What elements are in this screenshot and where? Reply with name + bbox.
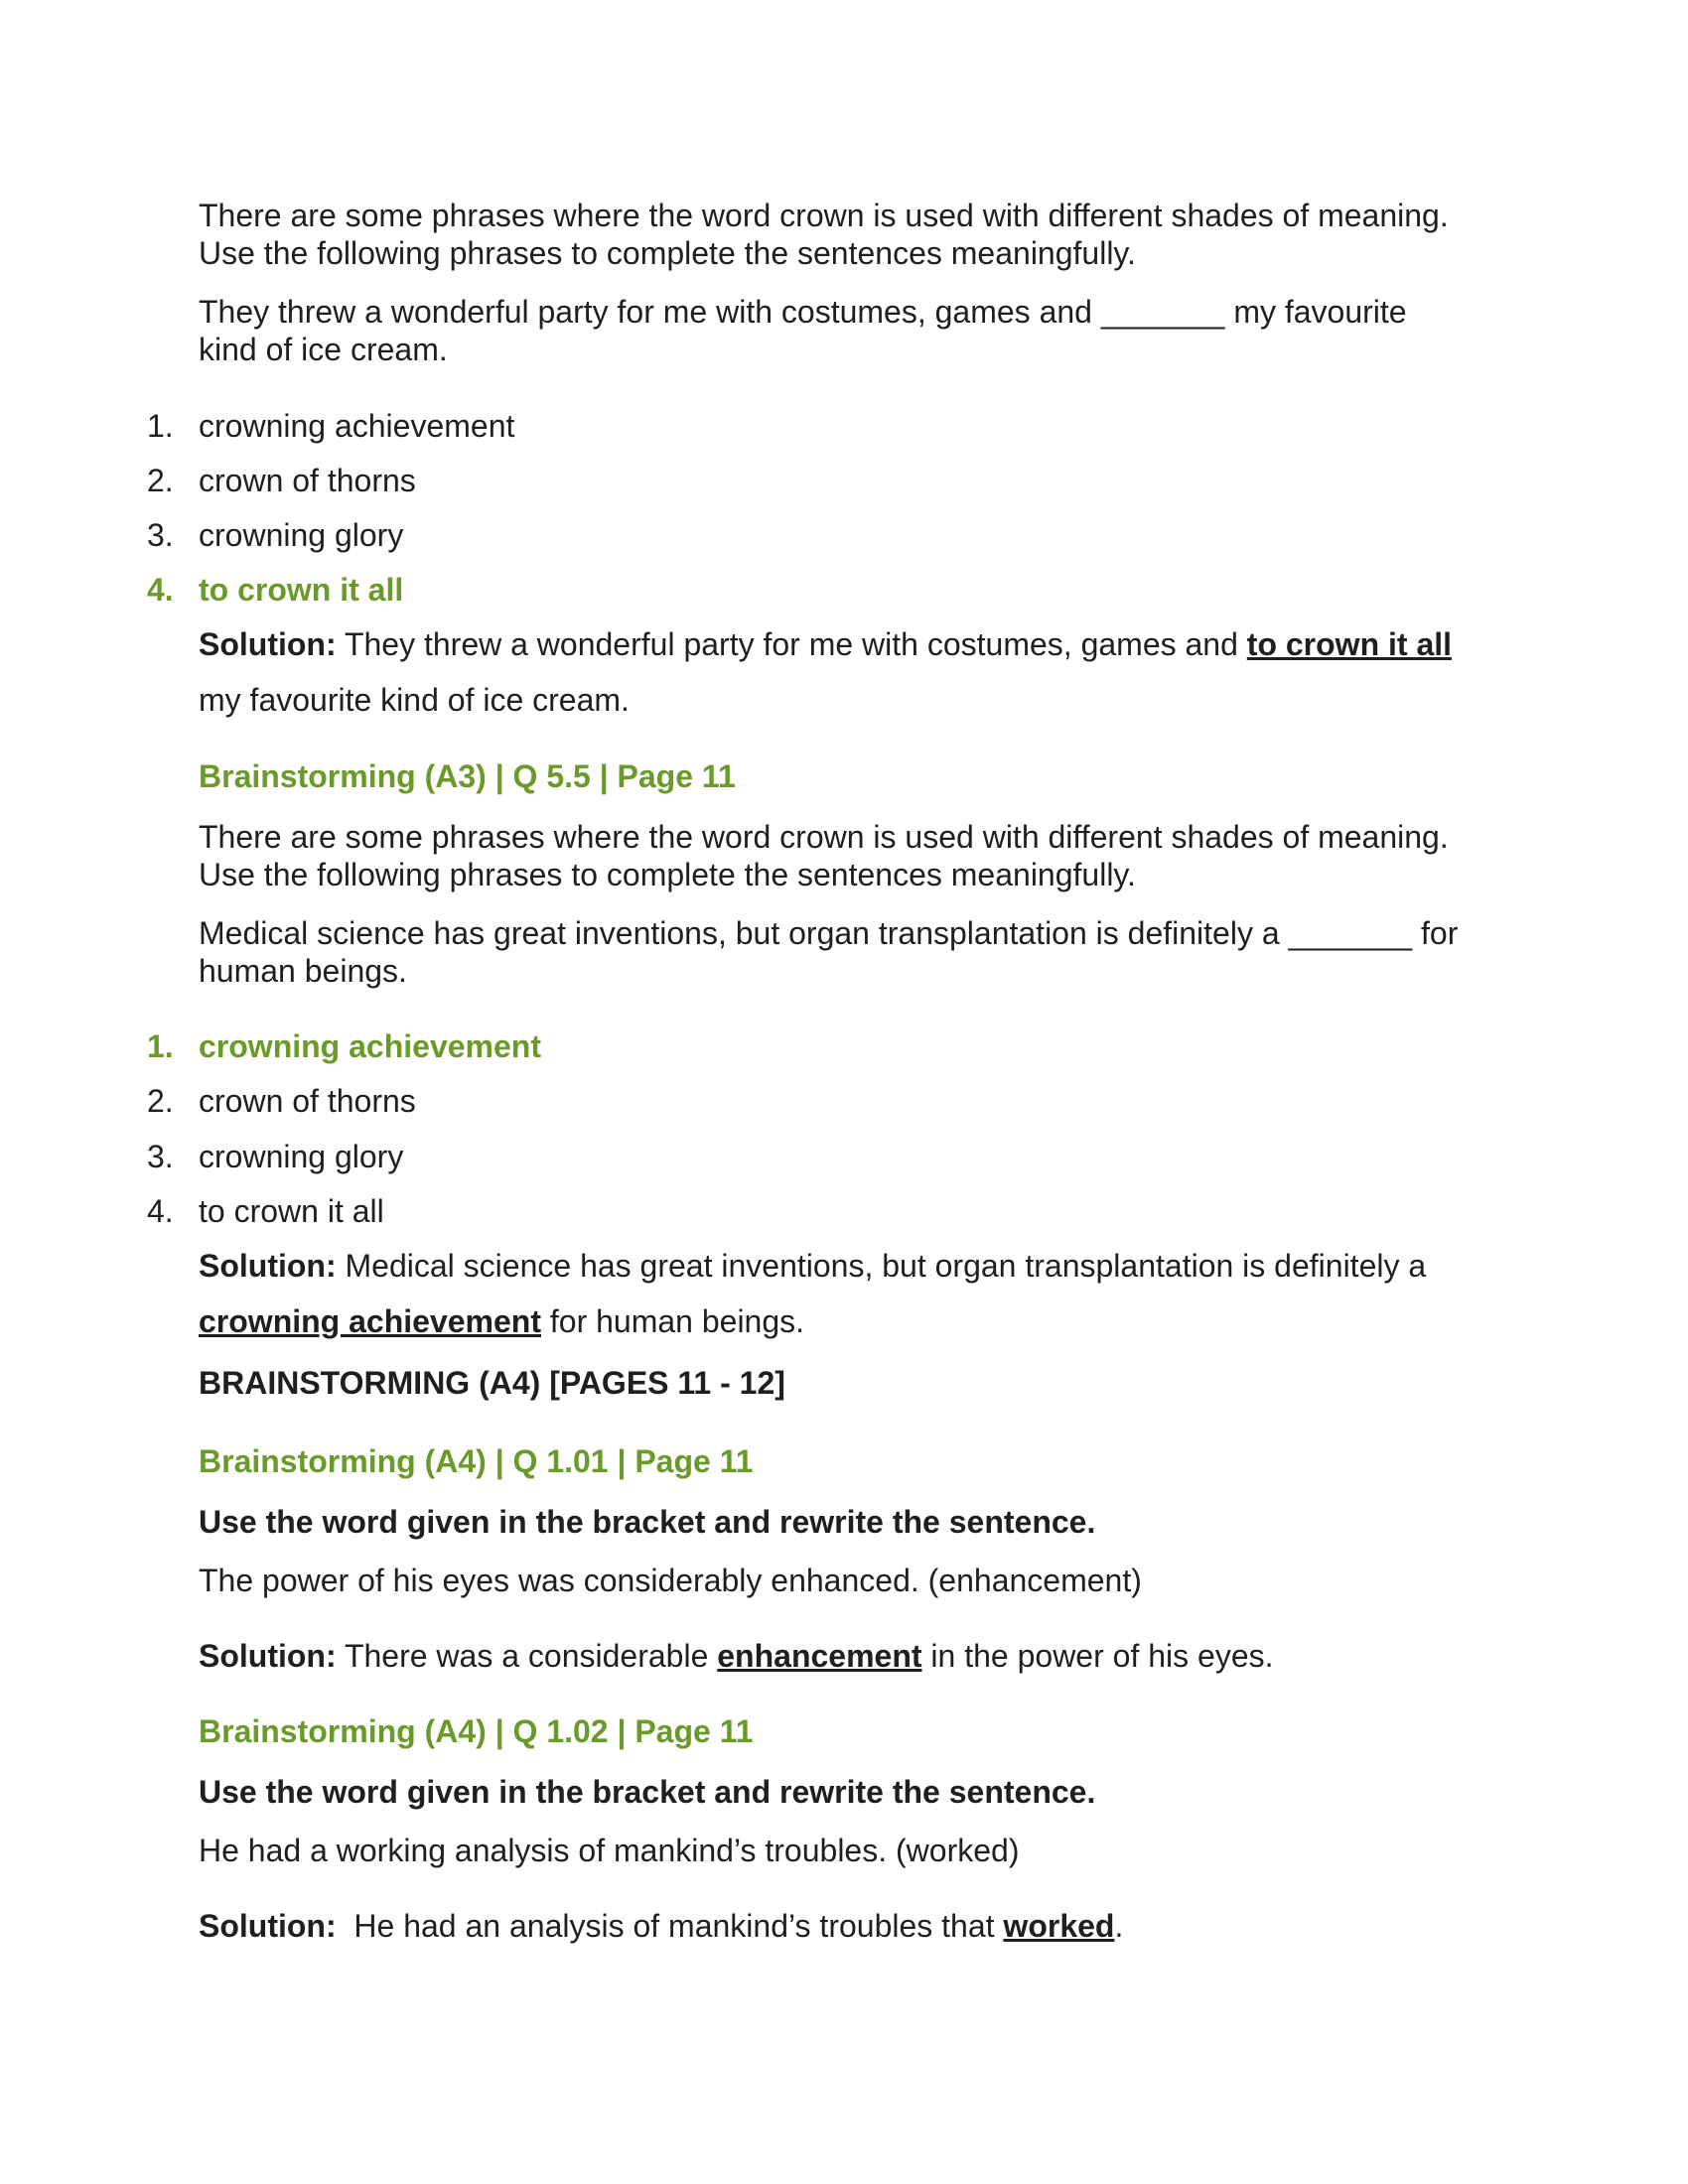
option-item-correct	[147, 571, 404, 609]
option-label: crowning glory	[199, 517, 404, 553]
solution-text-before: He had an analysis of mankind’s troubles that	[336, 1908, 1004, 1944]
sentence-text: They threw a wonderful party for me with costumes, games and _______ my favourite kind of ice cream.	[199, 294, 1407, 367]
question-intro	[199, 197, 1470, 272]
option-label: crown of thorns	[199, 1083, 416, 1119]
question-sentence	[199, 914, 1470, 990]
question-heading: Brainstorming (A4) | Q 1.02 | Page 11	[199, 1713, 754, 1749]
option-number: 3.	[147, 1139, 174, 1174]
option-label: to crown it all	[199, 572, 404, 608]
option-number: 2.	[147, 1083, 174, 1119]
question-instruction: Use the word given in the bracket and rewrite the sentence.	[199, 1774, 1096, 1810]
question-heading: Brainstorming (A3) | Q 5.5 | Page 11	[199, 758, 736, 794]
option-item	[147, 1082, 416, 1120]
solution-answer: crowning achievement	[199, 1303, 541, 1339]
question-sentence	[199, 293, 1470, 368]
option-number: 1.	[147, 408, 174, 444]
option-label: crowning achievement	[199, 408, 515, 444]
option-number: 3.	[147, 517, 174, 553]
solution-text-after: for human beings.	[540, 1303, 805, 1339]
solution-text-before: There was a considerable	[336, 1638, 718, 1674]
solution-paragraph	[199, 1907, 1470, 1945]
solution-text-after: in the power of his eyes.	[921, 1638, 1274, 1674]
solution-label: Solution:	[199, 1248, 337, 1284]
intro-text: There are some phrases where the word crown is used with different shades of meaning. Use the following phrases to complete the sentences meaningfully.	[199, 819, 1449, 892]
solution-answer: enhancement	[717, 1638, 922, 1674]
solution-text-before: Medical science has great inventions, but organ transplantation is definitely a	[336, 1248, 1427, 1284]
question-sentence	[199, 1562, 1470, 1599]
section-heading: BRAINSTORMING (A4) [PAGES 11 - 12]	[199, 1365, 785, 1401]
option-label: crowning glory	[199, 1139, 404, 1174]
option-number: 2.	[147, 463, 174, 498]
intro-text: There are some phrases where the word crown is used with different shades of meaning. Use the following phrases to complete the sentences meaningfully.	[199, 198, 1449, 271]
option-item-correct	[147, 1027, 541, 1065]
sentence-text: He had a working analysis of mankind’s troubles. (worked)	[199, 1833, 1020, 1868]
solution-paragraph	[199, 616, 1479, 728]
question-sentence	[199, 1832, 1470, 1869]
question-heading: Brainstorming (A4) | Q 1.01 | Page 11	[199, 1443, 754, 1479]
option-label: crown of thorns	[199, 463, 416, 498]
sentence-text: The power of his eyes was considerably enhanced. (enhancement)	[199, 1563, 1142, 1598]
option-label: crowning achievement	[199, 1028, 541, 1064]
solution-label: Solution:	[199, 1638, 337, 1674]
option-number: 4.	[147, 572, 174, 608]
solution-paragraph	[199, 1238, 1479, 1349]
option-item	[147, 407, 515, 445]
option-label: to crown it all	[199, 1193, 384, 1229]
solution-text-before: They threw a wonderful party for me with costumes, games and	[336, 626, 1247, 662]
solution-label: Solution:	[199, 626, 337, 662]
question-instruction: Use the word given in the bracket and rewrite the sentence.	[199, 1504, 1096, 1540]
option-item	[147, 516, 404, 554]
solution-label: Solution:	[199, 1908, 337, 1944]
solution-paragraph	[199, 1637, 1470, 1675]
question-intro	[199, 818, 1470, 893]
option-item	[147, 1192, 384, 1230]
solution-answer: to crown it all	[1246, 626, 1453, 662]
option-item	[147, 1138, 404, 1175]
solution-answer: worked	[1003, 1908, 1115, 1944]
solution-text-after: my favourite kind of ice cream.	[199, 682, 630, 718]
option-number: 4.	[147, 1193, 174, 1229]
option-item	[147, 462, 416, 499]
option-number: 1.	[147, 1028, 174, 1064]
sentence-text: Medical science has great inventions, but organ transplantation is definitely a _______ for human beings.	[199, 915, 1459, 989]
solution-text-after: .	[1114, 1908, 1124, 1944]
